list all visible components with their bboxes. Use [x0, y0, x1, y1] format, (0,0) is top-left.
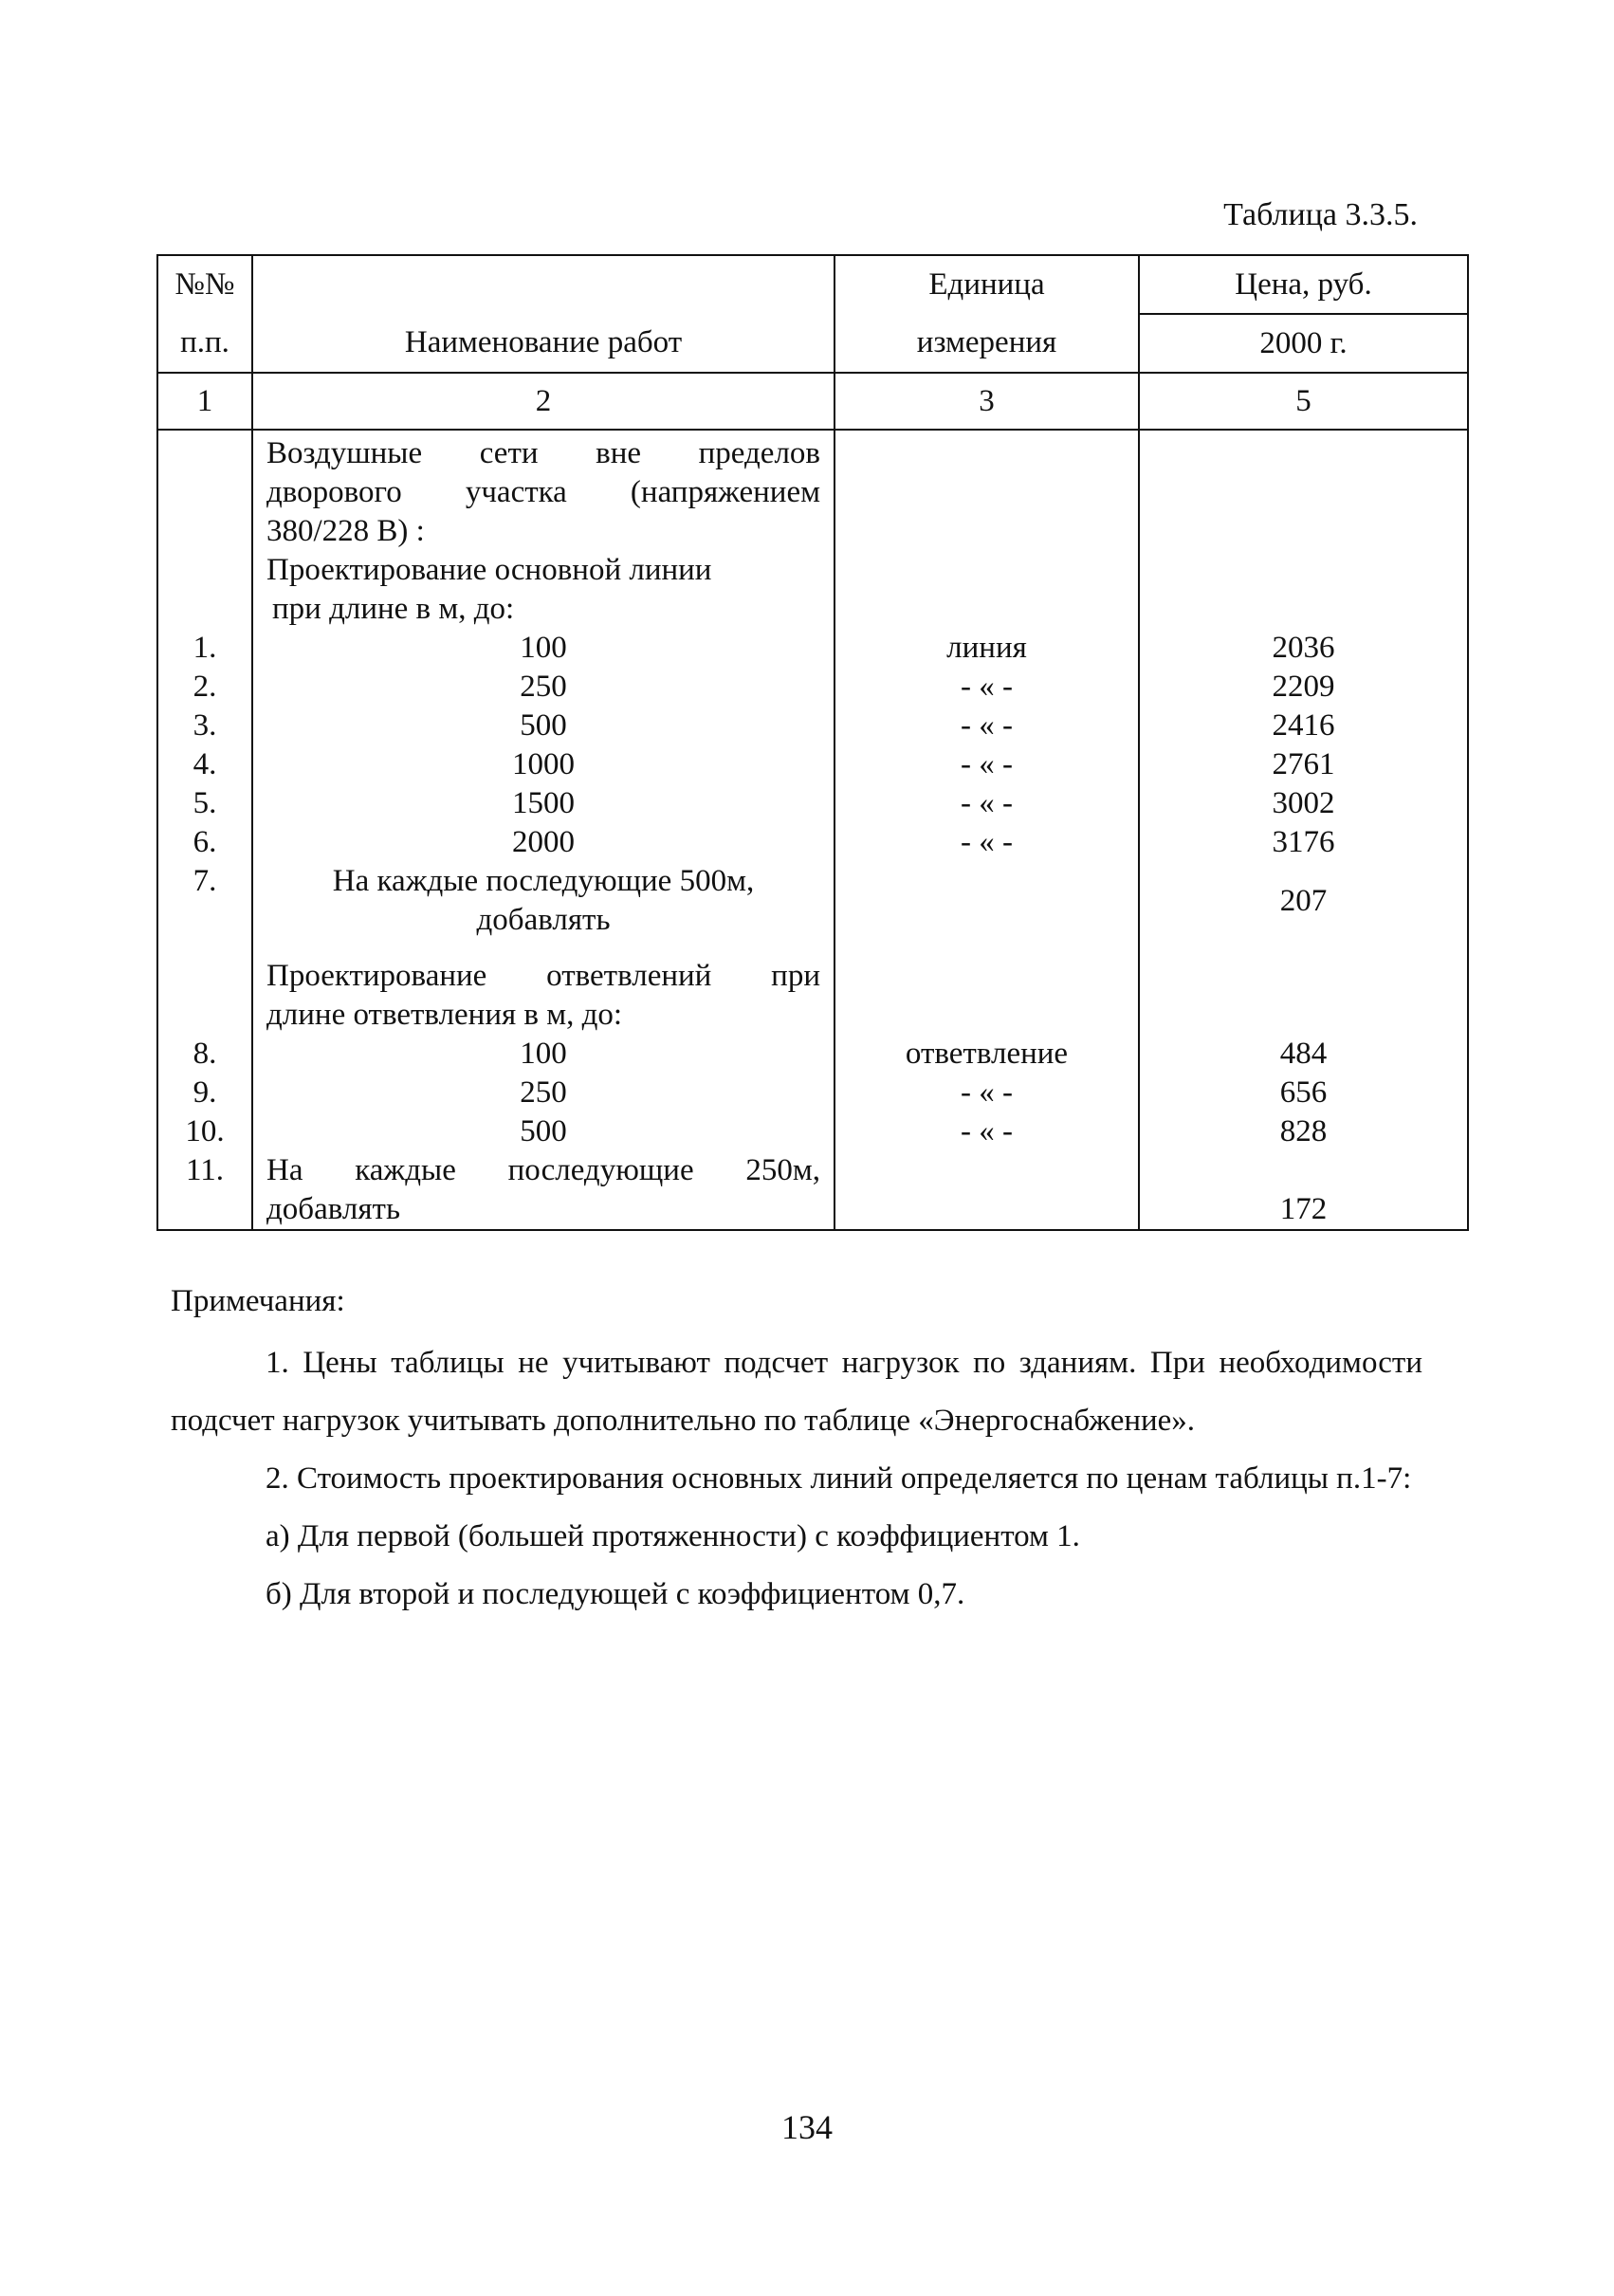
row-price: 3002 — [1139, 784, 1468, 823]
table-row — [157, 784, 1468, 823]
row-unit: - « - — [835, 1112, 1139, 1151]
row-number: 2. — [157, 668, 252, 707]
row-number: 9. — [157, 1074, 252, 1112]
notes-title: Примечания: — [171, 1284, 345, 1318]
page-number: 134 — [781, 2108, 833, 2146]
row-name-line: добавлять — [266, 1192, 400, 1226]
column-number: 3 — [835, 373, 1139, 430]
table-row — [157, 1151, 1468, 1230]
row-number: 8. — [157, 1035, 252, 1074]
header-number-top: №№ — [157, 255, 252, 314]
row-price: 172 — [1139, 1151, 1468, 1230]
table-row — [157, 823, 1468, 862]
row-number: 6. — [157, 823, 252, 862]
header-unit-top: Единица — [835, 255, 1139, 314]
table-row — [157, 1112, 1468, 1151]
row-name — [252, 862, 835, 940]
row-unit: - « - — [835, 745, 1139, 784]
header-number-bottom: п.п. — [157, 314, 252, 373]
row-number: 1. — [157, 629, 252, 668]
row-number: 11. — [157, 1151, 252, 1230]
row-name: 100 — [252, 1035, 835, 1074]
header-unit-bottom: измерения — [835, 314, 1139, 373]
row-unit: - « - — [835, 823, 1139, 862]
notes-section — [171, 1273, 1422, 1624]
row-number: 4. — [157, 745, 252, 784]
row-name: 2000 — [252, 823, 835, 862]
row-price: 656 — [1139, 1074, 1468, 1112]
heading-line: при длине в м, до: — [272, 592, 515, 626]
row-price: 2209 — [1139, 668, 1468, 707]
row-unit: - « - — [835, 707, 1139, 745]
row-name: 250 — [252, 668, 835, 707]
row-unit: линия — [835, 629, 1139, 668]
column-number: 1 — [157, 373, 252, 430]
row-name-line: добавлять — [476, 903, 611, 937]
header-name: Наименование работ — [252, 314, 835, 373]
header-name-top — [252, 255, 835, 314]
row-name: 100 — [252, 629, 835, 668]
row-price: 484 — [1139, 1035, 1468, 1074]
table-row — [157, 629, 1468, 668]
column-number: 5 — [1139, 373, 1468, 430]
table-row — [157, 862, 1468, 940]
row-name: 500 — [252, 1112, 835, 1151]
heading-line: длине ответвления в м, до: — [266, 998, 623, 1032]
row-price: 2036 — [1139, 629, 1468, 668]
note-2b: б) Для второй и последующей с коэффициентом 0,7. — [266, 1577, 965, 1611]
header-price-year: 2000 г. — [1139, 314, 1468, 373]
column-number: 2 — [252, 373, 835, 430]
row-price: 2761 — [1139, 745, 1468, 784]
price-table — [156, 254, 1467, 1235]
note-2: 2. Стоимость проектирования основных линий определяется по ценам таблицы п.1-7: — [266, 1461, 1412, 1496]
row-name: 1500 — [252, 784, 835, 823]
heading-line: дворового участка (напряжением — [266, 475, 820, 509]
table-row — [157, 745, 1468, 784]
heading-line: Проектирование основной линии — [266, 553, 712, 587]
row-unit: - « - — [835, 1074, 1139, 1112]
note-2a: а) Для первой (большей протяженности) с коэффициентом 1. — [266, 1519, 1080, 1553]
row-price: 3176 — [1139, 823, 1468, 862]
heading-line: Воздушные сети вне пределов — [266, 436, 820, 470]
row-name: 250 — [252, 1074, 835, 1112]
column-number-row — [157, 373, 1468, 430]
note-1: 1. Цены таблицы не учитывают подсчет нагрузок по зданиям. При необходимости подсчет нагрузок учитывать дополнительно по таблице «Энергоснабжение». — [171, 1346, 1422, 1438]
row-number: 5. — [157, 784, 252, 823]
row-price: 207 — [1139, 862, 1468, 940]
row-unit: - « - — [835, 784, 1139, 823]
row-number: 10. — [157, 1112, 252, 1151]
section-heading-row — [157, 957, 1468, 1035]
header-row — [157, 255, 1468, 314]
table-row — [157, 1035, 1468, 1074]
row-number: 3. — [157, 707, 252, 745]
row-unit: ответвление — [835, 1035, 1139, 1074]
row-price: 2416 — [1139, 707, 1468, 745]
row-name: 1000 — [252, 745, 835, 784]
section-heading — [252, 957, 835, 1035]
section-heading — [252, 430, 835, 629]
header-price-top: Цена, руб. — [1139, 255, 1468, 314]
table-caption: Таблица 3.3.5. — [1223, 197, 1418, 232]
heading-line: Проектирование ответвлений при — [266, 959, 820, 993]
row-name — [252, 1151, 835, 1230]
section-heading-row — [157, 430, 1468, 629]
spacer-row — [157, 940, 1468, 957]
heading-line: 380/228 В) : — [266, 514, 425, 548]
row-name-line: На каждые последующие 500м, — [332, 864, 755, 898]
row-unit: - « - — [835, 668, 1139, 707]
table-row — [157, 668, 1468, 707]
row-name: 500 — [252, 707, 835, 745]
table-row — [157, 1074, 1468, 1112]
header-row — [157, 314, 1468, 373]
row-number: 7. — [157, 862, 252, 940]
row-name-line: На каждые последующие 250м, — [266, 1153, 820, 1187]
table-row — [157, 707, 1468, 745]
row-price: 828 — [1139, 1112, 1468, 1151]
